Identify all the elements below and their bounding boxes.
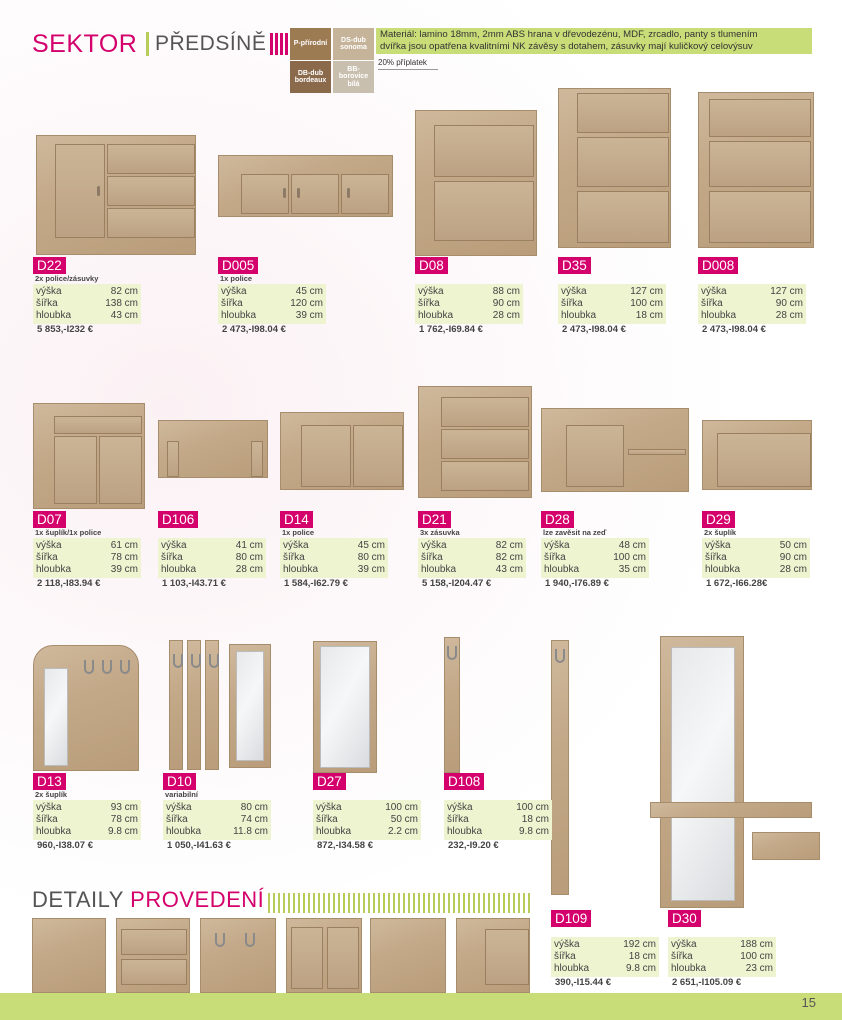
spec-label: hloubka <box>561 310 597 321</box>
product-specs <box>218 284 326 324</box>
spec-label: hloubka <box>701 310 737 321</box>
product-specs <box>551 937 659 977</box>
detail-thumbnail <box>456 918 530 993</box>
product-image-d30 <box>650 636 822 908</box>
product-image-d008 <box>698 92 814 248</box>
product-code: D08 <box>415 257 448 274</box>
product-price: 1 940,-I76.89 € <box>545 578 609 589</box>
brand-title: SEKTOR <box>32 30 138 58</box>
spec-value: 41 cm <box>235 540 263 551</box>
product-image-d005 <box>218 155 393 217</box>
product-specs <box>33 800 141 840</box>
spec-label: výška <box>283 540 309 551</box>
spec-label: šířka <box>221 298 243 309</box>
product-note: 2x šuplík <box>35 790 68 799</box>
spec-label: hloubka <box>671 963 707 974</box>
spec-label: výška <box>447 802 473 813</box>
product-code: D22 <box>33 257 66 274</box>
color-swatch: P-přírodní <box>290 28 331 60</box>
spec-label: výška <box>705 540 731 551</box>
spec-label: výška <box>316 802 342 813</box>
spec-label: šířka <box>283 552 305 563</box>
product-code: D008 <box>698 257 738 274</box>
spec-label: hloubka <box>36 310 72 321</box>
product-specs <box>668 937 776 977</box>
product-price: 2 473,-I98.04 € <box>702 324 766 335</box>
product-price: 5 853,-I232 € <box>37 324 93 335</box>
spec-label: šířka <box>418 298 440 309</box>
spec-value: 35 cm <box>618 564 646 575</box>
product-specs <box>163 800 271 840</box>
spec-label: šířka <box>544 552 566 563</box>
product-note: 1x police <box>282 528 315 537</box>
product-price: 390,-I15.44 € <box>555 977 611 988</box>
spec-value: 28 cm <box>492 310 520 321</box>
product-image-d21 <box>418 386 532 498</box>
product-code: D13 <box>33 773 66 790</box>
spec-label: šířka <box>701 298 723 309</box>
product-specs <box>415 284 523 324</box>
spec-value: 2.2 cm <box>387 826 418 837</box>
detail-thumbnail <box>32 918 106 993</box>
spec-value: 18 cm <box>635 310 663 321</box>
spec-value: 80 cm <box>235 552 263 563</box>
spec-value: 127 cm <box>630 286 663 297</box>
spec-value: 78 cm <box>110 814 138 825</box>
spec-value: 80 cm <box>240 802 268 813</box>
spec-label: hloubka <box>36 564 72 575</box>
spec-value: 138 cm <box>105 298 138 309</box>
product-specs <box>418 538 526 578</box>
spec-value: 82 cm <box>110 286 138 297</box>
spec-value: 28 cm <box>235 564 263 575</box>
details-title <box>32 887 264 913</box>
spec-label: šířka <box>316 814 338 825</box>
spec-label: výška <box>36 802 62 813</box>
spec-value: 9.8 cm <box>625 963 656 974</box>
spec-value: 28 cm <box>775 310 803 321</box>
spec-value: 45 cm <box>295 286 323 297</box>
product-code: D07 <box>33 511 66 528</box>
product-price: 2 118,-I83.94 € <box>37 578 101 589</box>
product-specs <box>33 538 141 578</box>
spec-value: 100 cm <box>630 298 663 309</box>
product-specs <box>541 538 649 578</box>
spec-value: 93 cm <box>110 802 138 813</box>
spec-value: 48 cm <box>618 540 646 551</box>
spec-value: 43 cm <box>110 310 138 321</box>
product-image-d28 <box>541 408 689 492</box>
detail-thumbnail <box>200 918 276 993</box>
product-price: 960,-I38.07 € <box>37 840 93 851</box>
detail-thumbnail <box>286 918 362 993</box>
spec-value: 88 cm <box>492 286 520 297</box>
color-swatch: DB-dub bordeaux <box>290 61 331 93</box>
spec-value: 39 cm <box>295 310 323 321</box>
product-code: D30 <box>668 910 701 927</box>
product-note: 2x police/zásuvky <box>35 274 99 283</box>
decor-bars <box>268 893 530 913</box>
spec-value: 192 cm <box>623 939 656 950</box>
spec-label: výška <box>221 286 247 297</box>
product-price: 232,-I9.20 € <box>448 840 499 851</box>
spec-label: výška <box>554 939 580 950</box>
spec-label: hloubka <box>283 564 319 575</box>
product-image-d109 <box>551 640 569 895</box>
spec-label: výška <box>701 286 727 297</box>
spec-value: 43 cm <box>495 564 523 575</box>
spec-label: šířka <box>561 298 583 309</box>
spec-label: šířka <box>166 814 188 825</box>
product-note: lze zavěsit na zeď <box>543 528 607 537</box>
spec-value: 120 cm <box>290 298 323 309</box>
product-note: variabilní <box>165 790 198 799</box>
product-price: 2 473,-I98.04 € <box>562 324 626 335</box>
spec-value: 9.8 cm <box>107 826 138 837</box>
spec-value: 100 cm <box>516 802 549 813</box>
product-price: 2 651,-I105.09 € <box>672 977 742 988</box>
spec-label: hloubka <box>316 826 352 837</box>
product-code: D35 <box>558 257 591 274</box>
product-specs <box>558 284 666 324</box>
decor-bars <box>270 33 288 55</box>
spec-label: hloubka <box>554 963 590 974</box>
spec-label: hloubka <box>705 564 741 575</box>
product-image-d35 <box>558 88 671 248</box>
spec-value: 18 cm <box>628 951 656 962</box>
spec-value: 127 cm <box>770 286 803 297</box>
details-title-plain: DETAILY <box>32 887 124 912</box>
product-image-d106 <box>158 420 268 478</box>
product-code: D29 <box>702 511 735 528</box>
product-image-d13 <box>33 645 139 771</box>
spec-value: 23 cm <box>745 963 773 974</box>
product-specs <box>702 538 810 578</box>
spec-value: 82 cm <box>495 540 523 551</box>
spec-label: výška <box>671 939 697 950</box>
spec-label: šířka <box>671 951 693 962</box>
spec-value: 74 cm <box>240 814 268 825</box>
product-image-d07 <box>33 403 145 509</box>
product-code: D005 <box>218 257 258 274</box>
product-code: D28 <box>541 511 574 528</box>
product-specs <box>280 538 388 578</box>
spec-value: 11.8 cm <box>233 826 268 837</box>
spec-value: 45 cm <box>357 540 385 551</box>
spec-label: šířka <box>36 298 58 309</box>
spec-value: 9.8 cm <box>518 826 549 837</box>
brand-separator <box>146 32 149 56</box>
product-note: 2x šuplík <box>704 528 737 537</box>
spec-label: hloubka <box>544 564 580 575</box>
surcharge-note: 20% příplatek <box>378 58 427 67</box>
spec-value: 39 cm <box>357 564 385 575</box>
product-image-d22 <box>36 135 196 255</box>
spec-label: šířka <box>36 552 58 563</box>
spec-value: 80 cm <box>357 552 385 563</box>
spec-label: šířka <box>36 814 58 825</box>
product-code: D10 <box>163 773 196 790</box>
product-price: 872,-I34.58 € <box>317 840 373 851</box>
product-image-d108 <box>444 637 460 773</box>
product-note: 1x šuplík/1x police <box>35 528 102 537</box>
product-price: 1 672,-I66.28€ <box>706 578 768 589</box>
product-image-d14 <box>280 412 404 490</box>
spec-value: 100 cm <box>385 802 418 813</box>
spec-label: šířka <box>421 552 443 563</box>
product-specs <box>33 284 141 324</box>
page-number: 15 <box>801 995 816 1010</box>
product-note: 3x zásuvka <box>420 528 460 537</box>
spec-value: 82 cm <box>495 552 523 563</box>
spec-label: hloubka <box>421 564 457 575</box>
spec-value: 100 cm <box>613 552 646 563</box>
spec-label: hloubka <box>221 310 257 321</box>
spec-value: 18 cm <box>521 814 549 825</box>
page-subtitle: PŘEDSÍNĚ <box>155 32 267 55</box>
product-image-d08 <box>415 110 537 256</box>
material-info <box>376 28 812 54</box>
spec-label: výška <box>36 540 62 551</box>
spec-value: 78 cm <box>110 552 138 563</box>
spec-value: 61 cm <box>110 540 138 551</box>
spec-label: šířka <box>705 552 727 563</box>
spec-value: 188 cm <box>740 939 773 950</box>
product-code: D14 <box>280 511 313 528</box>
spec-label: výška <box>418 286 444 297</box>
product-image-d27 <box>313 641 377 773</box>
surcharge-arrow <box>378 69 438 70</box>
spec-label: hloubka <box>36 826 72 837</box>
product-specs <box>444 800 552 840</box>
spec-value: 50 cm <box>390 814 418 825</box>
material-line: dvířka jsou opatřena kvalitními NK závěsy s dotahem, zásuvky mají kuličkový celovýsuv <box>380 41 753 52</box>
detail-thumbnail <box>116 918 190 993</box>
product-price: 1 103,-I43.71 € <box>162 578 226 589</box>
spec-label: hloubka <box>447 826 483 837</box>
spec-label: výška <box>161 540 187 551</box>
product-specs <box>158 538 266 578</box>
footer-bar <box>0 993 842 1020</box>
details-title-accent: PROVEDENÍ <box>130 887 265 912</box>
spec-value: 50 cm <box>779 540 807 551</box>
color-swatch: DS-dub sonoma <box>333 28 374 60</box>
detail-thumbnail <box>370 918 446 993</box>
product-specs <box>698 284 806 324</box>
spec-label: šířka <box>554 951 576 962</box>
spec-label: šířka <box>447 814 469 825</box>
spec-label: výška <box>544 540 570 551</box>
spec-value: 90 cm <box>779 552 807 563</box>
product-note: 1x police <box>220 274 253 283</box>
product-code: D106 <box>158 511 198 528</box>
product-price: 2 473,-I98.04 € <box>222 324 286 335</box>
spec-label: výška <box>421 540 447 551</box>
spec-value: 100 cm <box>740 951 773 962</box>
material-line: Materiál: lamino 18mm, 2mm ABS hrana v dřevodezénu, MDF, zrcadlo, panty s tlumením <box>380 29 758 40</box>
spec-value: 39 cm <box>110 564 138 575</box>
spec-label: výška <box>166 802 192 813</box>
product-code: D108 <box>444 773 484 790</box>
spec-label: šířka <box>161 552 183 563</box>
product-price: 1 050,-I41.63 € <box>167 840 231 851</box>
color-swatch: BB-borovice bílá <box>333 61 374 93</box>
product-image-d29 <box>702 420 812 490</box>
spec-value: 28 cm <box>779 564 807 575</box>
spec-label: hloubka <box>418 310 454 321</box>
product-price: 1 762,-I69.84 € <box>419 324 483 335</box>
product-price: 5 158,-I204.47 € <box>422 578 492 589</box>
product-code: D109 <box>551 910 591 927</box>
spec-label: hloubka <box>161 564 197 575</box>
spec-value: 90 cm <box>775 298 803 309</box>
spec-label: výška <box>36 286 62 297</box>
product-code: D21 <box>418 511 451 528</box>
product-image-d10 <box>163 640 273 774</box>
product-price: 1 584,-I62.79 € <box>284 578 348 589</box>
spec-value: 90 cm <box>492 298 520 309</box>
product-code: D27 <box>313 773 346 790</box>
spec-label: výška <box>561 286 587 297</box>
product-specs <box>313 800 421 840</box>
spec-label: hloubka <box>166 826 202 837</box>
